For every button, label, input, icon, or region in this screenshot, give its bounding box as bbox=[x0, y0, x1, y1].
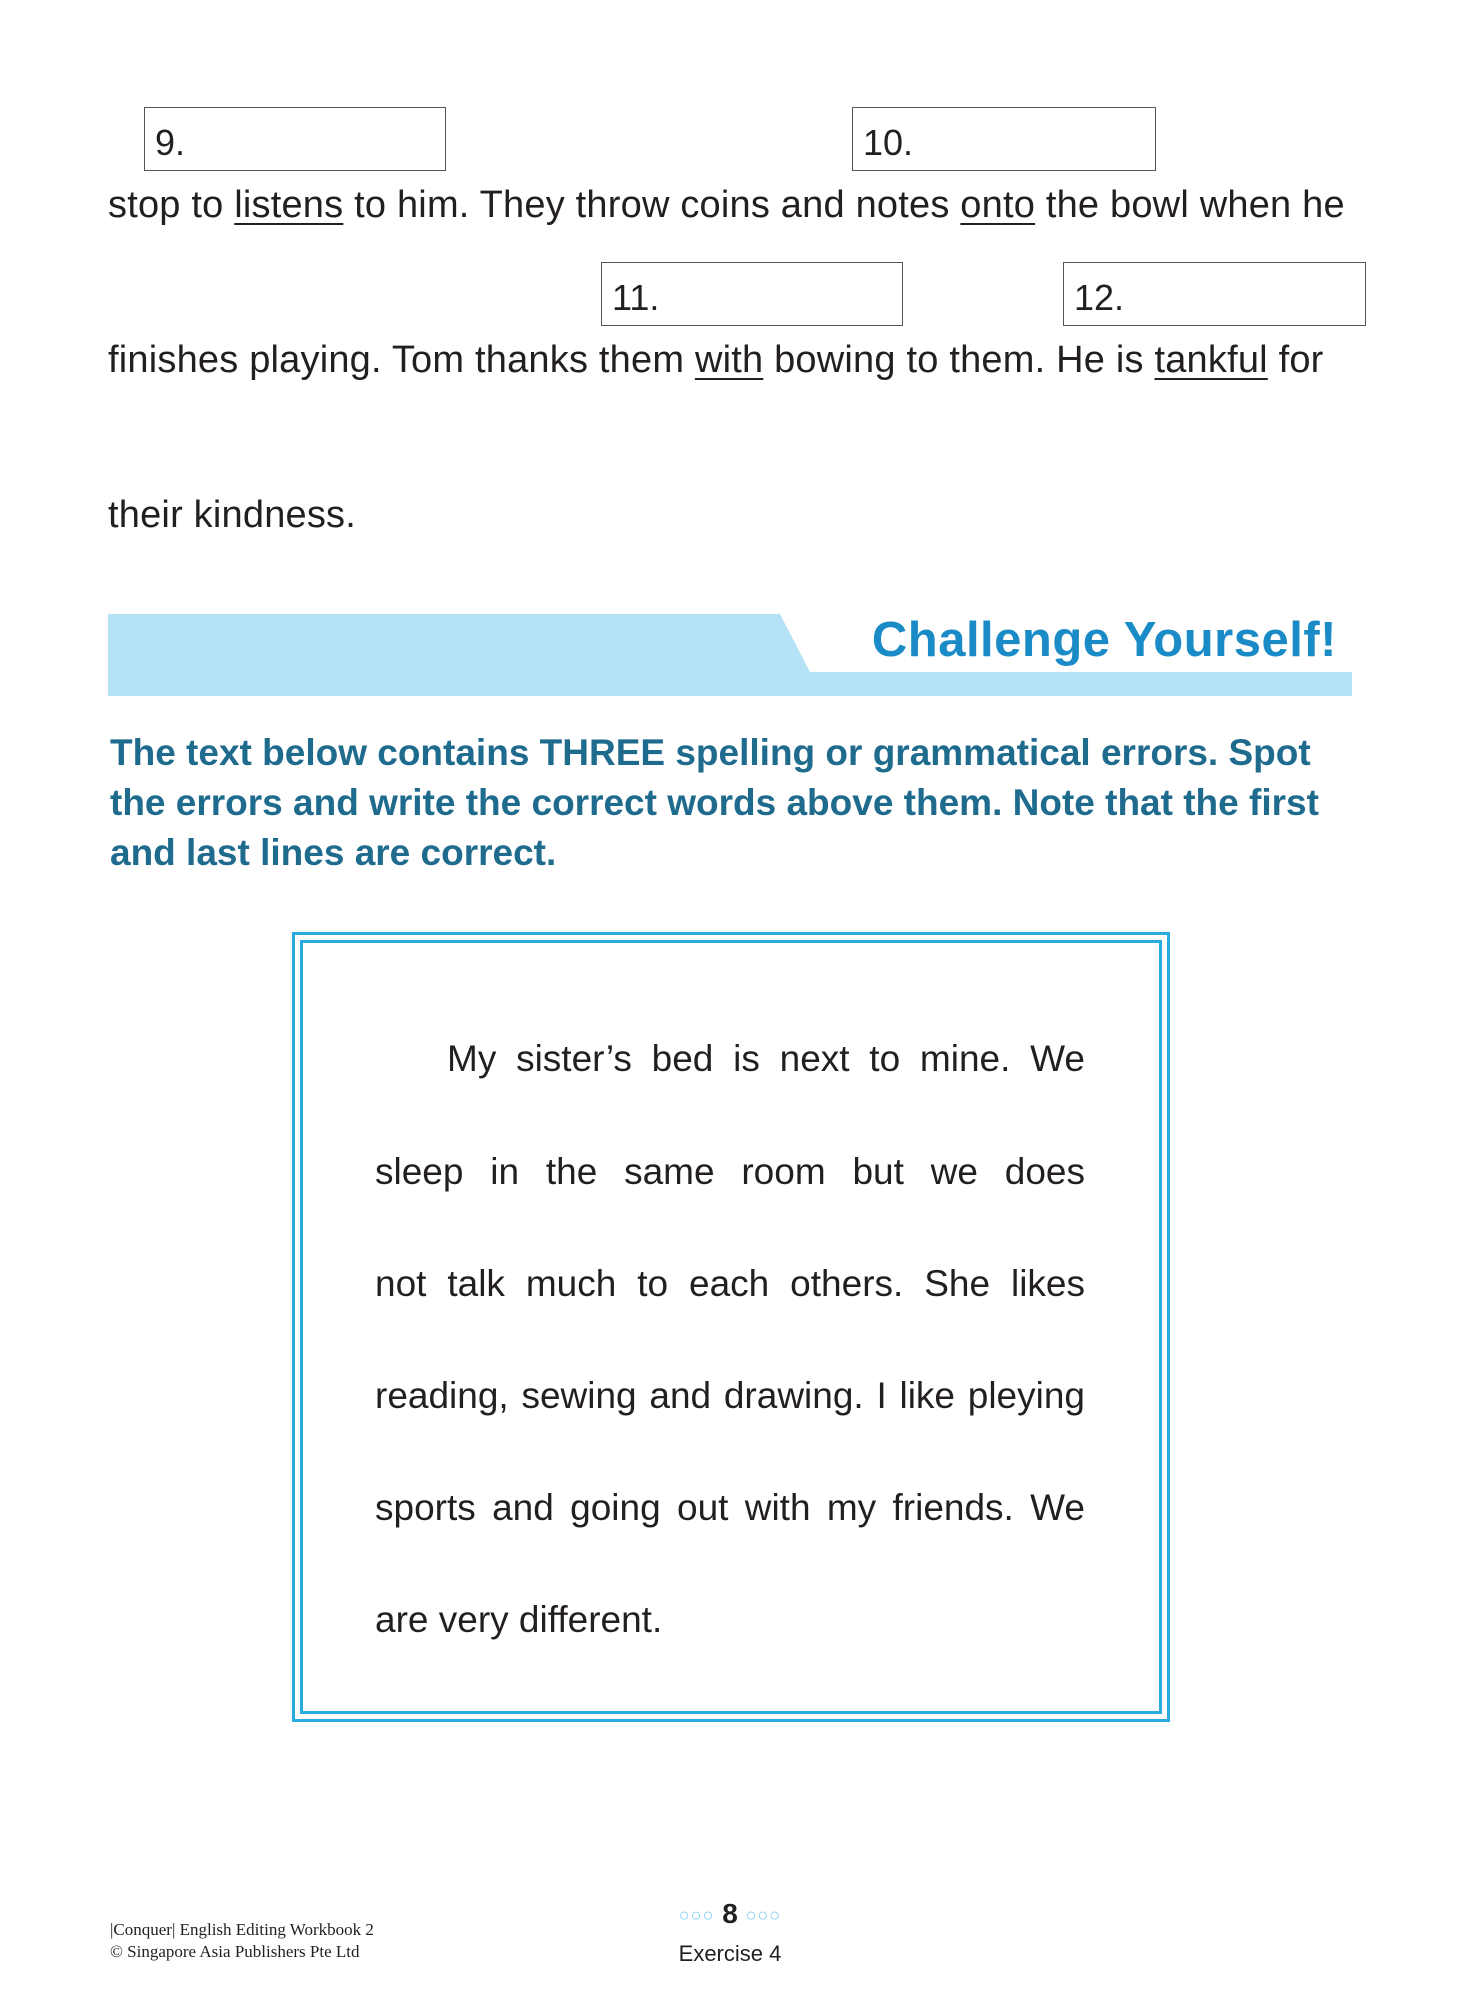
exercise-label: Exercise 4 bbox=[678, 1941, 782, 1966]
passage-line-4: reading, sewing and drawing. I like pleying bbox=[375, 1375, 1085, 1416]
book-title: |Conquer| English Editing Workbook 2 bbox=[110, 1920, 374, 1939]
dots-left-icon: ○○○ bbox=[678, 1905, 715, 1926]
story-line-2 bbox=[108, 339, 1324, 382]
passage-line-5: sports and going out with my friends. We bbox=[375, 1487, 1085, 1528]
copyright: © Singapore Asia Publishers Pte Ltd bbox=[110, 1942, 360, 1961]
passage-line-1: My sister’s bed is next to mine. We bbox=[447, 1038, 1085, 1079]
page-number-value: 8 bbox=[722, 1898, 738, 1929]
story-line-3: their kindness. bbox=[108, 494, 357, 536]
passage-line-2: sleep in the same room but we does bbox=[375, 1151, 1085, 1192]
answer-box-11[interactable] bbox=[601, 262, 903, 326]
answer-box-label: 10. bbox=[863, 122, 914, 163]
passage-line-6: are very different. bbox=[375, 1599, 663, 1640]
error-word-listens: listens bbox=[234, 184, 344, 226]
story-text: stop to bbox=[108, 184, 235, 226]
story-text: for bbox=[1267, 339, 1324, 381]
answer-box-label: 11. bbox=[612, 277, 660, 318]
instructions: The text below contains THREE spelling or grammatical errors. Spot the errors and write the correct words above them. Note that the first and last lines are correct. bbox=[110, 732, 1319, 873]
answer-box-9[interactable] bbox=[144, 107, 446, 171]
answer-box-label: 12. bbox=[1074, 277, 1125, 318]
error-word-tankful: tankful bbox=[1154, 339, 1268, 381]
story-text: to him. They throw coins and notes bbox=[343, 184, 961, 226]
error-word-with: with bbox=[694, 339, 764, 381]
footer-credits bbox=[110, 1919, 374, 1963]
error-word-onto: onto bbox=[960, 184, 1036, 226]
page-number bbox=[640, 1898, 820, 1930]
story-line-1 bbox=[108, 184, 1345, 227]
answer-box-10[interactable] bbox=[852, 107, 1156, 171]
story-text: bowing to them. He is bbox=[763, 339, 1155, 381]
story-text: finishes playing. Tom thanks them bbox=[108, 339, 695, 381]
story-text: the bowl when he bbox=[1035, 184, 1345, 226]
dots-right-icon: ○○○ bbox=[745, 1905, 782, 1926]
section-title: Challenge Yourself! bbox=[871, 613, 1337, 667]
answer-box-12[interactable] bbox=[1063, 262, 1366, 326]
passage-line-3: not talk much to each others. She likes bbox=[375, 1263, 1085, 1304]
answer-box-label: 9. bbox=[155, 122, 186, 163]
